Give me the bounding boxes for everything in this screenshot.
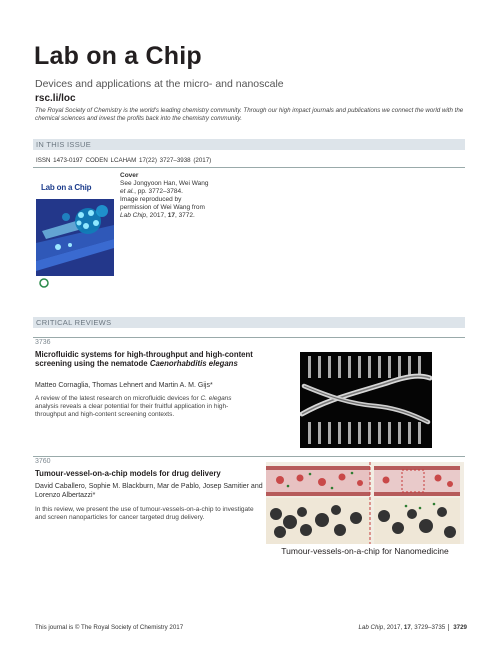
article-abstract: In this review, we present the use of tumour-vessels-on-a-chip to investigate and screen nanoparticles for cancer targeted drug delivery. (35, 506, 254, 521)
footer-pages: , 3729–3735 (410, 624, 446, 631)
journal-url[interactable]: rsc.li/loc (35, 93, 76, 104)
cover-line (120, 212, 235, 220)
article-authors: Matteo Cornaglia, Thomas Lehnert and Martin A. M. Gijs* (35, 382, 213, 389)
issn-divider (33, 167, 465, 168)
article-title[interactable]: Tumour-vessel-on-a-chip models for drug delivery (35, 469, 221, 478)
cover-line: See Jongyoon Han, Wei Wang (120, 180, 209, 187)
article-abstract (35, 395, 255, 419)
footer-journal: Lab Chip (358, 624, 384, 631)
article-authors: David Caballero, Sophie M. Blackburn, Mar de Pablo, Josep Samitier and Lorenzo Albertazzi* (35, 483, 263, 499)
cover-line (120, 188, 235, 196)
worm-micrograph (300, 352, 432, 448)
cover-label: Cover (120, 172, 139, 179)
cover-logo: Lab on a Chip (41, 183, 92, 192)
article-divider (33, 456, 465, 457)
article-page-ref: 3736 (35, 339, 51, 346)
cover-etal: et al. (120, 188, 135, 195)
footer-year: , 2017, (383, 624, 404, 631)
article-figure-tumour-vessels[interactable] (266, 462, 464, 544)
journal-subtitle: Devices and applications at the micro- and nanoscale (35, 78, 284, 90)
article-figure-worms[interactable] (300, 352, 432, 448)
article-title-species: Caenorhabditis elegans (149, 359, 238, 368)
article-divider (33, 337, 465, 338)
critical-reviews-header: CRITICAL REVIEWS (33, 317, 465, 328)
page-number: 3729 (448, 624, 467, 631)
cover-pages: , pp. 3772–3784. (134, 188, 183, 195)
cover-journal-name: Lab Chip (120, 212, 147, 219)
abstract-species: C. elegans (200, 395, 232, 402)
cover-image[interactable] (36, 173, 114, 294)
article-title-text: Microfluidic systems for high-throughput and high-content screening using the nematode (35, 350, 253, 368)
tumour-vessel-illustration (266, 462, 464, 544)
journal-title: Lab on a Chip (34, 42, 202, 70)
cover-line: Image reproduced by (120, 196, 182, 203)
footer-citation (358, 624, 467, 631)
figure-caption: Tumour-vessels-on-a-chip for Nanomedicine (281, 546, 449, 556)
cover-year: , 2017, (146, 212, 168, 219)
footer-copyright: This journal is © The Royal Society of Chemistry 2017 (35, 624, 184, 631)
cover-page: , 3772. (174, 212, 195, 219)
footer-volume: 17 (403, 624, 411, 631)
abstract-text: A review of the latest research on microfluidic devices for (35, 395, 201, 402)
in-this-issue-header: IN THIS ISSUE (33, 139, 465, 150)
cover-description (120, 172, 235, 220)
abstract-text: analysis reveals a clear potential for their fruitful application in high-throughput and high-content screening contexts. (35, 403, 229, 418)
cover-volume: 17 (167, 212, 175, 219)
article-title[interactable] (35, 350, 275, 368)
cover-artwork (36, 173, 114, 294)
rsc-blurb: The Royal Society of Chemistry is the world's leading chemistry community. Through our high impact journals and publications we connect the world with the chemical sciences and invest the profits back into the chemistry community. (35, 107, 464, 122)
issn-line: ISSN 1473-0197 CODEN LCAHAM 17(22) 3727–3938 (2017) (36, 157, 212, 164)
article-page-ref: 3760 (35, 458, 51, 465)
cover-line: permission of Wei Wang from (120, 204, 205, 211)
